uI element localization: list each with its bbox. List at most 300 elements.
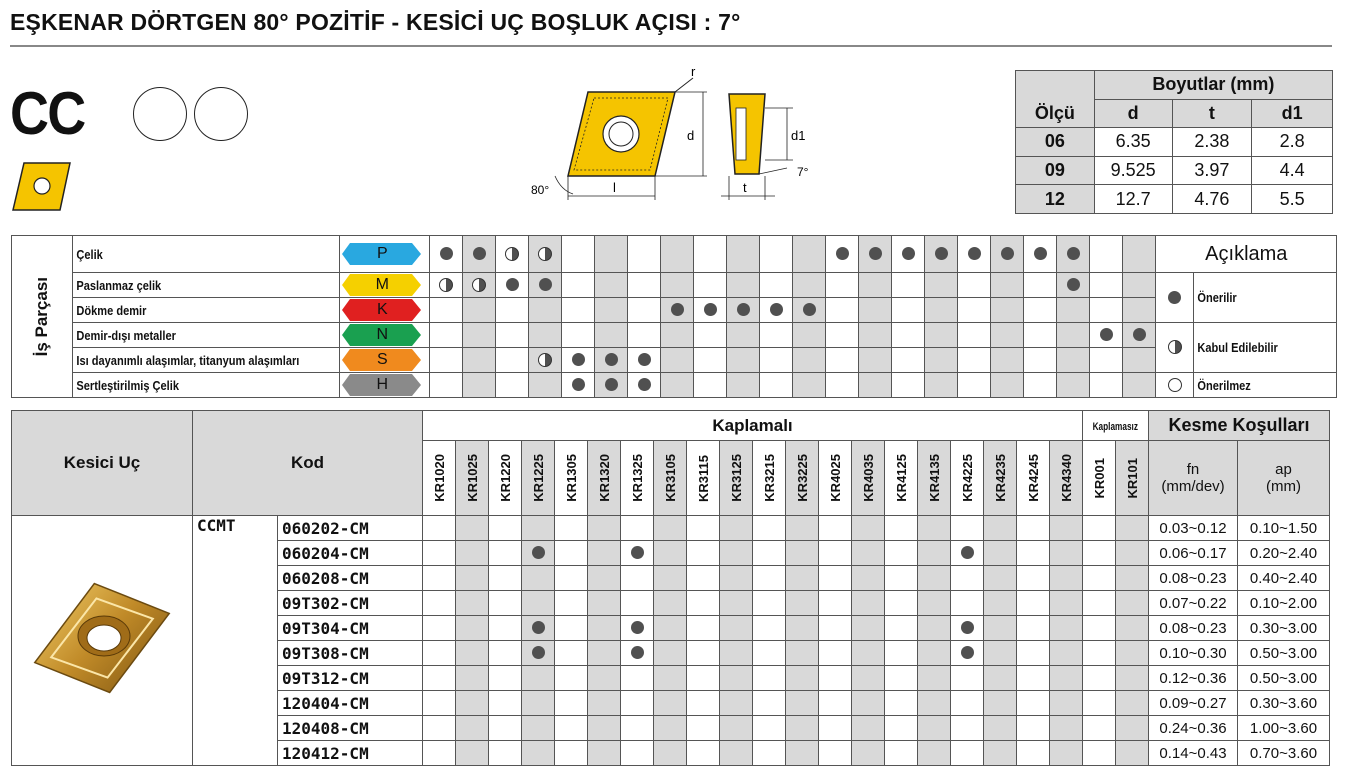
legend-symbol-cell <box>1156 273 1194 323</box>
fn-value: 0.24~0.36 <box>1149 716 1238 741</box>
grade-availability-cell <box>918 516 951 541</box>
suitability-cell <box>958 348 991 373</box>
grade-header <box>753 441 786 516</box>
grade-availability-cell <box>1116 591 1149 616</box>
grade-availability-cell <box>489 666 522 691</box>
iso-group-badge <box>342 324 422 346</box>
recommended-dot-icon <box>1001 247 1014 260</box>
grade-label: KR1025 <box>464 454 480 502</box>
material-row <box>12 373 1337 398</box>
grade-header <box>984 441 1017 516</box>
grade-availability-cell <box>621 691 654 716</box>
grade-availability-cell <box>1050 591 1083 616</box>
recommended-dot-icon <box>1067 247 1080 260</box>
grade-availability-cell <box>984 741 1017 766</box>
grade-availability-cell <box>687 716 720 741</box>
grade-availability-cell <box>951 566 984 591</box>
grade-availability-cell <box>951 641 984 666</box>
t-cell: 4.76 <box>1172 185 1252 214</box>
suitability-cell <box>562 373 595 398</box>
grade-availability-cell <box>621 716 654 741</box>
ap-value: 0.50~3.00 <box>1238 641 1330 666</box>
suitability-cell <box>760 298 793 323</box>
suitability-cell <box>694 348 727 373</box>
ap-value: 0.50~3.00 <box>1238 666 1330 691</box>
grade-label: KR1220 <box>497 454 513 502</box>
grade-availability-cell <box>951 616 984 641</box>
grade-availability-cell <box>522 741 555 766</box>
rhombic-insert-icon <box>10 160 72 214</box>
grade-availability-cell <box>621 666 654 691</box>
grade-availability-cell <box>588 741 621 766</box>
iso-code: P <box>376 245 388 262</box>
suitability-cell <box>925 273 958 298</box>
iso-code: K <box>376 301 388 318</box>
grade-availability-cell <box>1017 591 1050 616</box>
grade-availability-cell <box>720 691 753 716</box>
recommended-dot-icon <box>770 303 783 316</box>
suitability-cell <box>1024 323 1057 348</box>
suitability-cell <box>463 236 496 273</box>
fn-value: 0.09~0.27 <box>1149 691 1238 716</box>
insert-code: 09T308-CM <box>278 641 423 666</box>
header-row <box>12 411 1330 441</box>
suitability-cell <box>1090 323 1123 348</box>
recommended-dot-icon <box>836 247 849 260</box>
grade-availability-cell <box>852 616 885 641</box>
dimension-row <box>1016 185 1333 214</box>
grade-availability-cell <box>1017 616 1050 641</box>
grade-header <box>588 441 621 516</box>
table-row <box>12 516 1330 541</box>
grade-availability-cell <box>423 616 456 641</box>
grade-label: KR1305 <box>563 454 579 502</box>
suitability-cell <box>925 298 958 323</box>
grade-label: KR3215 <box>761 454 777 502</box>
grade-availability-cell <box>918 741 951 766</box>
grade-availability-cell <box>720 641 753 666</box>
suitability-cell <box>1123 273 1156 298</box>
suitability-cell <box>1024 273 1057 298</box>
material-name: Sertleştirilmiş Çelik <box>76 377 179 393</box>
grade-availability-cell <box>1017 691 1050 716</box>
grade-availability-cell <box>654 641 687 666</box>
grade-availability-cell <box>951 541 984 566</box>
suitability-cell <box>793 236 826 273</box>
suitability-cell <box>496 273 529 298</box>
recommended-dot-icon <box>638 353 651 366</box>
grade-availability-cell <box>885 666 918 691</box>
grade-availability-cell <box>1116 641 1149 666</box>
suitability-cell <box>529 236 562 273</box>
grade-availability-cell <box>423 566 456 591</box>
grade-availability-cell <box>819 691 852 716</box>
recommended-dot-icon <box>704 303 717 316</box>
grade-availability-cell <box>687 741 720 766</box>
suitability-cell <box>859 373 892 398</box>
suitability-cell <box>793 323 826 348</box>
suitability-cell <box>1057 273 1090 298</box>
grade-header <box>687 441 720 516</box>
grade-availability-cell <box>687 641 720 666</box>
suitability-cell <box>727 323 760 348</box>
grade-availability-cell <box>522 666 555 691</box>
ap-value: 0.40~2.40 <box>1238 566 1330 591</box>
grade-availability-cell <box>885 516 918 541</box>
workpiece-material-table <box>11 235 1337 398</box>
grade-availability-cell <box>1083 566 1116 591</box>
suitability-cell <box>991 298 1024 323</box>
grade-availability-cell <box>720 666 753 691</box>
workpiece-side-label: İş Parçası <box>32 276 51 357</box>
suitability-cell <box>892 236 925 273</box>
grade-availability-cell <box>1083 716 1116 741</box>
grade-availability-cell <box>621 516 654 541</box>
ap-header <box>1238 441 1330 516</box>
suitability-cell <box>925 373 958 398</box>
code-header: Kod <box>193 411 423 516</box>
grade-availability-cell <box>621 591 654 616</box>
suitability-cell <box>727 273 760 298</box>
recommended-dot-icon <box>638 378 651 391</box>
grade-availability-cell <box>621 616 654 641</box>
grade-availability-cell <box>456 616 489 641</box>
material-code-cell <box>340 348 430 373</box>
grade-availability-cell <box>852 566 885 591</box>
product-table <box>11 410 1330 766</box>
material-code-cell <box>340 273 430 298</box>
grade-header <box>885 441 918 516</box>
grade-availability-cell <box>753 591 786 616</box>
recommended-dot-icon <box>473 247 486 260</box>
grade-availability-cell <box>522 591 555 616</box>
grade-availability-cell <box>786 616 819 641</box>
grade-availability-cell <box>1017 641 1050 666</box>
grade-availability-cell <box>456 541 489 566</box>
grade-availability-cell <box>654 591 687 616</box>
suitability-cell <box>595 348 628 373</box>
insert-header: Kesici Uç <box>12 411 193 516</box>
grade-availability-cell <box>786 741 819 766</box>
suitability-cell <box>1024 348 1057 373</box>
suitability-cell <box>1090 236 1123 273</box>
grade-availability-cell <box>588 516 621 541</box>
suitability-cell <box>562 323 595 348</box>
d-cell: 9.525 <box>1094 156 1172 185</box>
not-recommended-circle-icon <box>1168 378 1182 392</box>
ap-value: 1.00~3.60 <box>1238 716 1330 741</box>
grade-availability-cell <box>852 516 885 541</box>
recommended-dot-icon <box>803 303 816 316</box>
grade-header <box>852 441 885 516</box>
grade-availability-cell <box>819 516 852 541</box>
suitability-cell <box>1024 298 1057 323</box>
grade-availability-cell <box>753 566 786 591</box>
suitability-cell <box>463 373 496 398</box>
fn-value: 0.07~0.22 <box>1149 591 1238 616</box>
tolerance-circle-icon <box>133 87 187 141</box>
grade-availability-cell <box>984 691 1017 716</box>
grade-availability-cell <box>852 716 885 741</box>
grade-availability-cell <box>489 741 522 766</box>
grade-availability-cell <box>555 516 588 541</box>
grade-header <box>654 441 687 516</box>
available-dot-icon <box>631 646 644 659</box>
suitability-cell <box>892 348 925 373</box>
grade-availability-cell <box>687 591 720 616</box>
grade-label: KR4125 <box>893 454 909 502</box>
iso-group-badge <box>342 274 422 296</box>
grade-availability-cell <box>786 641 819 666</box>
grade-availability-cell <box>786 541 819 566</box>
grade-availability-cell <box>786 666 819 691</box>
grade-availability-cell <box>1116 691 1149 716</box>
insert-code: 09T312-CM <box>278 666 423 691</box>
grade-availability-cell <box>885 741 918 766</box>
acceptable-half-circle-icon <box>472 278 486 292</box>
grade-availability-cell <box>918 566 951 591</box>
grade-availability-cell <box>687 516 720 541</box>
suitability-cell <box>958 298 991 323</box>
grade-availability-cell <box>555 741 588 766</box>
grade-availability-cell <box>852 541 885 566</box>
suitability-cell <box>727 298 760 323</box>
d-cell: 12.7 <box>1094 185 1172 214</box>
fn-value: 0.08~0.23 <box>1149 616 1238 641</box>
suitability-cell <box>826 373 859 398</box>
material-row <box>12 236 1337 273</box>
grade-header <box>951 441 984 516</box>
grade-availability-cell <box>885 591 918 616</box>
grade-availability-cell <box>522 566 555 591</box>
suitability-cell <box>496 348 529 373</box>
grade-availability-cell <box>555 616 588 641</box>
grade-availability-cell <box>720 566 753 591</box>
iso-code: H <box>376 376 389 393</box>
d1-cell: 5.5 <box>1252 185 1333 214</box>
grade-availability-cell <box>918 716 951 741</box>
ap-value: 0.30~3.60 <box>1238 691 1330 716</box>
insert-code: 120404-CM <box>278 691 423 716</box>
suitability-cell <box>1123 373 1156 398</box>
uncoated-header-label: Kaplamasız <box>1092 420 1139 433</box>
material-row <box>12 323 1337 348</box>
grade-label: KR3125 <box>728 454 744 502</box>
grade-availability-cell <box>1083 516 1116 541</box>
grade-availability-cell <box>786 566 819 591</box>
legend-label: Önerilir <box>1197 290 1238 305</box>
suitability-cell <box>859 273 892 298</box>
grade-availability-cell <box>951 716 984 741</box>
iso-code: M <box>375 276 389 293</box>
grade-availability-cell <box>1050 516 1083 541</box>
suitability-cell <box>1090 273 1123 298</box>
grade-availability-cell <box>456 566 489 591</box>
grade-availability-cell <box>786 516 819 541</box>
grade-availability-cell <box>687 616 720 641</box>
material-name: Çelik <box>76 246 103 262</box>
recommended-dot-icon <box>671 303 684 316</box>
grade-availability-cell <box>555 566 588 591</box>
ap-value: 0.70~3.60 <box>1238 741 1330 766</box>
legend-title: Açıklama <box>1156 236 1337 273</box>
suitability-cell <box>463 298 496 323</box>
suitability-cell <box>1123 298 1156 323</box>
recommended-dot-icon <box>572 378 585 391</box>
col-d: d <box>1094 99 1172 128</box>
ap-header-label: ap (mm) <box>1266 461 1301 495</box>
grade-availability-cell <box>1116 716 1149 741</box>
acceptable-half-circle-icon <box>538 247 552 261</box>
grade-label: KR3115 <box>695 454 711 502</box>
grade-availability-cell <box>819 641 852 666</box>
suitability-cell <box>661 236 694 273</box>
grade-availability-cell <box>1050 716 1083 741</box>
fn-value: 0.06~0.17 <box>1149 541 1238 566</box>
grade-availability-cell <box>852 691 885 716</box>
grade-availability-cell <box>555 666 588 691</box>
suitability-cell <box>793 298 826 323</box>
grade-availability-cell <box>720 741 753 766</box>
workpiece-side-label-cell <box>12 236 73 398</box>
suitability-cell <box>958 273 991 298</box>
grade-label: KR3105 <box>662 454 678 502</box>
suitability-cell <box>562 273 595 298</box>
available-dot-icon <box>961 546 974 559</box>
suitability-cell <box>859 236 892 273</box>
page-title: EŞKENAR DÖRTGEN 80° POZİTİF - KESİCİ UÇ BOŞLUK AÇISI : 7° <box>10 9 741 35</box>
grade-availability-cell <box>423 666 456 691</box>
material-code-cell <box>340 323 430 348</box>
recommended-dot-icon <box>968 247 981 260</box>
grade-availability-cell <box>588 641 621 666</box>
grade-availability-cell <box>489 591 522 616</box>
grade-availability-cell <box>753 641 786 666</box>
grade-availability-cell <box>1116 541 1149 566</box>
suitability-cell <box>628 373 661 398</box>
grade-availability-cell <box>555 541 588 566</box>
grade-availability-cell <box>951 516 984 541</box>
suitability-cell <box>991 373 1024 398</box>
suitability-cell <box>661 348 694 373</box>
suitability-cell <box>760 323 793 348</box>
grade-availability-cell <box>621 541 654 566</box>
recommended-dot-icon <box>902 247 915 260</box>
suitability-cell <box>793 373 826 398</box>
suitability-cell <box>595 323 628 348</box>
suitability-cell <box>430 298 463 323</box>
grade-availability-cell <box>885 691 918 716</box>
recommended-dot-icon <box>605 353 618 366</box>
grade-availability-cell <box>918 616 951 641</box>
grade-availability-cell <box>423 641 456 666</box>
grade-availability-cell <box>1017 566 1050 591</box>
grade-availability-cell <box>1050 666 1083 691</box>
grade-availability-cell <box>1116 566 1149 591</box>
grade-availability-cell <box>423 691 456 716</box>
grade-availability-cell <box>621 641 654 666</box>
suitability-cell <box>826 348 859 373</box>
grade-availability-cell <box>489 541 522 566</box>
insert-code: 120408-CM <box>278 716 423 741</box>
grade-availability-cell <box>423 541 456 566</box>
grade-availability-cell <box>555 691 588 716</box>
grade-availability-cell <box>522 616 555 641</box>
label-l: l <box>613 180 616 195</box>
grade-header <box>1116 441 1149 516</box>
grade-label: KR1325 <box>629 454 645 502</box>
grade-availability-cell <box>918 641 951 666</box>
recommended-dot-icon <box>869 247 882 260</box>
suitability-cell <box>1057 373 1090 398</box>
grade-availability-cell <box>984 616 1017 641</box>
uncoated-header <box>1083 411 1149 441</box>
insert-image-cell <box>12 516 193 766</box>
size-cell: 09 <box>1016 156 1095 185</box>
grade-availability-cell <box>423 591 456 616</box>
suitability-cell <box>1090 298 1123 323</box>
suitability-cell <box>529 273 562 298</box>
code-prefix: CCMT <box>193 516 278 766</box>
grade-header <box>720 441 753 516</box>
suitability-cell <box>661 323 694 348</box>
suitability-cell <box>1123 348 1156 373</box>
label-d1: d1 <box>791 128 806 143</box>
grade-header <box>621 441 654 516</box>
suitability-cell <box>991 273 1024 298</box>
grade-availability-cell <box>918 666 951 691</box>
iso-group-badge <box>342 374 422 396</box>
grade-availability-cell <box>1017 741 1050 766</box>
grade-availability-cell <box>984 641 1017 666</box>
grade-label: KR4225 <box>959 454 975 502</box>
recommended-dot-icon <box>1100 328 1113 341</box>
grade-availability-cell <box>1083 591 1116 616</box>
grade-availability-cell <box>819 716 852 741</box>
fn-value: 0.08~0.23 <box>1149 566 1238 591</box>
grade-availability-cell <box>1116 741 1149 766</box>
cutting-conditions-header: Kesme Koşulları <box>1149 411 1330 441</box>
suitability-cell <box>496 236 529 273</box>
available-dot-icon <box>532 546 545 559</box>
grade-availability-cell <box>951 666 984 691</box>
suitability-cell <box>628 298 661 323</box>
suitability-cell <box>1090 348 1123 373</box>
grade-availability-cell <box>1083 691 1116 716</box>
grade-availability-cell <box>423 741 456 766</box>
legend-symbol-cell <box>1156 373 1194 398</box>
t-cell: 3.97 <box>1172 156 1252 185</box>
d1-cell: 2.8 <box>1252 128 1333 157</box>
suitability-cell <box>1123 323 1156 348</box>
acceptable-half-circle-icon <box>505 247 519 261</box>
grade-availability-cell <box>819 566 852 591</box>
grade-availability-cell <box>555 716 588 741</box>
suitability-cell <box>991 236 1024 273</box>
suitability-cell <box>463 323 496 348</box>
grade-label: KR1320 <box>596 454 612 502</box>
suitability-cell <box>463 348 496 373</box>
title-divider <box>10 45 1332 47</box>
acceptable-half-circle-icon <box>1168 340 1182 354</box>
label-d: d <box>687 128 695 143</box>
suitability-cell <box>628 236 661 273</box>
grade-availability-cell <box>1116 666 1149 691</box>
material-row <box>12 298 1337 323</box>
suitability-cell <box>430 323 463 348</box>
suitability-cell <box>562 298 595 323</box>
grade-availability-cell <box>687 691 720 716</box>
